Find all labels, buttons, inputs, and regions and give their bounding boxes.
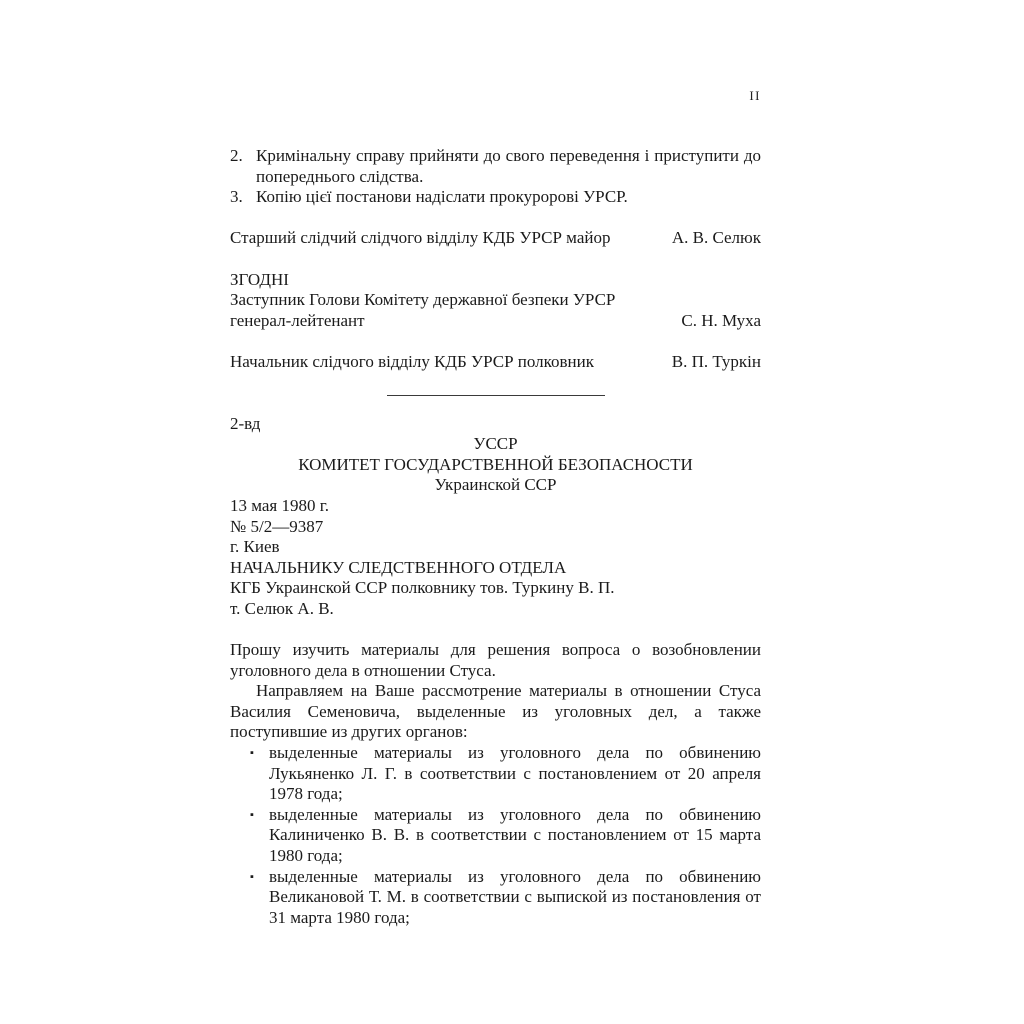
letter-paragraph: Прошу изучить материалы для решения вопроса о возобновлении уголовного дела в отношении Стуса. — [230, 640, 761, 680]
bullet-icon: ▪ — [250, 870, 254, 883]
letter-date: 13 мая 1980 г. — [230, 495, 330, 515]
addressee-line: КГБ Украинской ССР полковнику тов. Туркину В. П. — [230, 578, 615, 598]
letter-paragraph: Направляем на Ваше рассмотрение материалы в отношении Стуса Василия Семеновича, выделенные из уголовных дел, а также поступившие из других органов: — [230, 681, 761, 742]
agreed-heading: ЗГОДНІ — [230, 269, 289, 289]
bullet-icon: ▪ — [250, 808, 254, 821]
bullet-text: выделенные материалы из уголовного дела по обвинению Великановой Т. М. в соответствии с выпиской из постановления от 31 марта 1980 года; — [269, 866, 761, 927]
signature-name: А. В. Селюк — [671, 228, 761, 248]
bullet-item — [230, 743, 761, 805]
resolution-item — [230, 146, 761, 187]
bullet-item — [230, 805, 761, 867]
section-divider — [387, 395, 605, 396]
signature-role: Старший слідчий слідчого відділу КДБ УРСР майор — [230, 228, 611, 248]
signature-row-deputy — [230, 311, 761, 332]
letter-number: № 5/2—9387 — [230, 516, 324, 536]
bullet-text: выделенные материалы из уголовного дела по обвинению Калиниченко В. В. в соответствии с постановлением от 15 марта 1980 года; — [269, 804, 761, 865]
text-column — [230, 146, 761, 928]
letterhead-line-republic: УССР — [473, 434, 518, 454]
addressee-line: т. Селюк А. В. — [230, 598, 334, 618]
resolution-item — [230, 187, 761, 208]
signature-name: В. П. Туркін — [671, 351, 761, 371]
letterhead-line-committee: КОМИТЕТ ГОСУДАРСТВЕННОЙ БЕЗОПАСНОСТИ — [298, 454, 693, 474]
page-number: II — [749, 88, 761, 103]
signature-name: С. Н. Муха — [681, 310, 761, 330]
addressee-line: НАЧАЛЬНИКУ СЛЕДСТВЕННОГО ОТДЕЛА — [230, 557, 567, 577]
copy-marker: 2-вд — [230, 413, 261, 433]
letterhead-line-ssr: Украинской ССР — [434, 475, 557, 495]
resolution-items — [230, 146, 761, 208]
materials-list — [230, 743, 761, 928]
bullet-item — [230, 867, 761, 929]
signature-row-investigator — [230, 228, 761, 249]
signature-role: генерал-лейтенант — [230, 310, 365, 330]
signature-row-chief — [230, 352, 761, 373]
signature-role-deputy: Заступник Голови Комітету державної безпеки УРСР — [230, 290, 616, 310]
item-text: Копію цієї постанови надіслати прокуророві УРСР. — [256, 187, 628, 207]
item-number: 3. — [230, 187, 243, 207]
item-text: Кримінальну справу прийняти до свого переведення і приступити до попереднього слідства. — [256, 146, 761, 186]
item-number: 2. — [230, 146, 243, 165]
signature-role: Начальник слідчого відділу КДБ УРСР полковник — [230, 351, 595, 371]
letter-city: г. Киев — [230, 537, 280, 557]
bullet-text: выделенные материалы из уголовного дела по обвинению Лукьяненко Л. Г. в соответствии с постановлением от 20 апреля 1978 года; — [269, 743, 761, 804]
bullet-icon: ▪ — [250, 747, 254, 760]
